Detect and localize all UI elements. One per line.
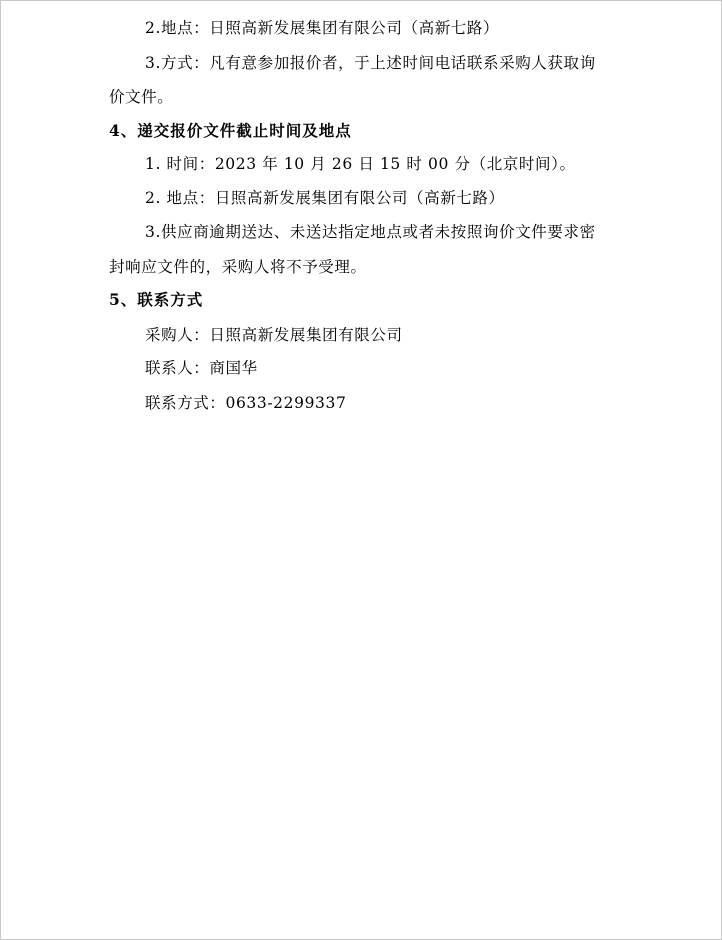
section3-method-continuation: 价文件。 [109, 88, 174, 106]
section5-heading: 5、联系方式 [109, 290, 204, 309]
section4-late-submission-line: 3.供应商逾期送达、未送达指定地点或者未按照询价文件要求密 [145, 223, 596, 241]
section3-method-line: 3.方式：凡有意参加报价者，于上述时间电话联系采购人获取询 [145, 54, 596, 72]
contact-phone-line: 联系方式：0633-2299337 [145, 394, 347, 412]
section4-time-line: 1. 时间：2023 年 10 月 26 日 15 时 00 分（北京时间）。 [145, 155, 576, 173]
contact-purchaser-line: 采购人：日照高新发展集团有限公司 [145, 326, 403, 344]
section4-location-line: 2. 地点：日照高新发展集团有限公司（高新七路） [145, 189, 505, 207]
section4-heading: 4、递交报价文件截止时间及地点 [109, 121, 352, 140]
section3-location-line: 2.地点：日照高新发展集团有限公司（高新七路） [145, 19, 500, 37]
section4-late-submission-continuation: 封响应文件的，采购人将不予受理。 [109, 258, 367, 276]
contact-person-line: 联系人：商国华 [145, 359, 258, 377]
